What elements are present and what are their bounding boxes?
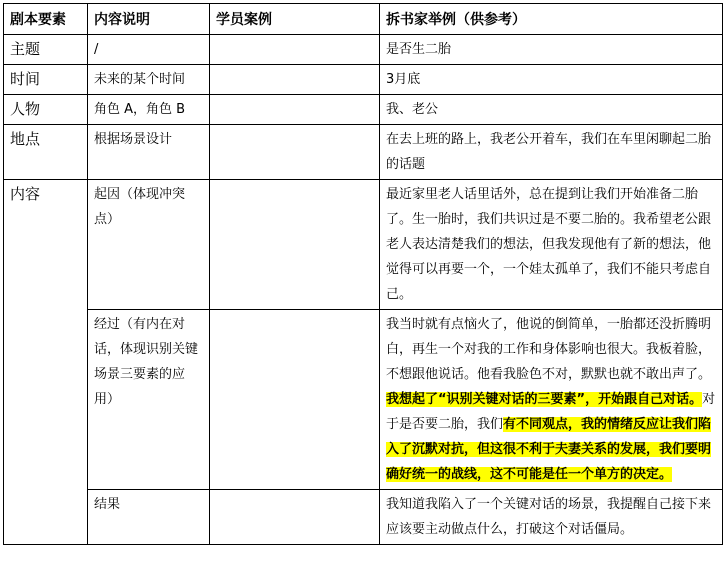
description-cell: 经过（有内在对话，体现识别关键场景三要素的应用） bbox=[88, 310, 210, 490]
example-cell: 我、老公 bbox=[380, 95, 723, 125]
example-cell: 在去上班的路上，我老公开着车，我们在车里闲聊起二胎的话题 bbox=[380, 125, 723, 180]
header-row bbox=[4, 4, 723, 35]
table-row-content-cause bbox=[4, 180, 723, 310]
table-row-people bbox=[4, 95, 723, 125]
student-case-cell[interactable] bbox=[210, 125, 380, 180]
example-cell: 我知道我陷入了一个关键对话的场景，我提醒自己接下来应该要主动做点什么，打破这个对话僵局。 bbox=[380, 490, 723, 545]
student-case-cell[interactable] bbox=[210, 310, 380, 490]
table-row-content-result bbox=[4, 490, 723, 545]
highlighted-text: 有不同观点，我的情绪反应让我们陷入了沉默对抗，但这很不利于夫妻关系的发展，我们要明确好统一的战线，这不可能是任一个单方的决定。 bbox=[386, 417, 712, 482]
student-case-cell[interactable] bbox=[210, 490, 380, 545]
example-text: 对于是否要二胎，我们 bbox=[386, 392, 716, 432]
description-cell: / bbox=[88, 35, 210, 65]
student-case-cell[interactable] bbox=[210, 35, 380, 65]
table-row-place bbox=[4, 125, 723, 180]
student-case-cell[interactable] bbox=[210, 65, 380, 95]
example-cell: 最近家里老人话里话外，总在提到让我们开始准备二胎了。生一胎时，我们共识过是不要二胎的。我希望老公跟老人表达清楚我们的想法，但我发现他有了新的想法，他觉得可以再要一个，一个娃太孤单了，我们不能只考虑自己。 bbox=[380, 180, 723, 310]
student-case-cell[interactable] bbox=[210, 95, 380, 125]
description-cell: 起因（体现冲突点） bbox=[88, 180, 210, 310]
description-cell: 结果 bbox=[88, 490, 210, 545]
element-cell: 内容 bbox=[4, 180, 88, 545]
example-cell: 是否生二胎 bbox=[380, 35, 723, 65]
header-description: 内容说明 bbox=[88, 4, 210, 35]
description-cell: 角色 A，角色 B bbox=[88, 95, 210, 125]
header-element: 剧本要素 bbox=[4, 4, 88, 35]
table-row-theme bbox=[4, 35, 723, 65]
table-row-time bbox=[4, 65, 723, 95]
header-student-case: 学员案例 bbox=[210, 4, 380, 35]
table-row-content-process bbox=[4, 310, 723, 490]
description-cell: 未来的某个时间 bbox=[88, 65, 210, 95]
script-elements-table bbox=[3, 3, 723, 545]
element-cell: 主题 bbox=[4, 35, 88, 65]
description-cell: 根据场景设计 bbox=[88, 125, 210, 180]
header-example: 拆书家举例（供参考） bbox=[380, 4, 723, 35]
highlighted-text: 我想起了“识别关键对话的三要素”，开始跟自己对话。 bbox=[386, 392, 703, 407]
element-cell: 时间 bbox=[4, 65, 88, 95]
element-cell: 地点 bbox=[4, 125, 88, 180]
example-cell bbox=[380, 310, 723, 490]
student-case-cell[interactable] bbox=[210, 180, 380, 310]
element-cell: 人物 bbox=[4, 95, 88, 125]
example-paragraph: 我当时就有点恼火了，他说的倒简单，一胎都还没折腾明白，再生一个对我的工作和身体影响也很大。我板着脸，不想跟他说话。他看我脸色不对，默默也就不敢出声了。 bbox=[386, 317, 712, 382]
example-cell: 3月底 bbox=[380, 65, 723, 95]
